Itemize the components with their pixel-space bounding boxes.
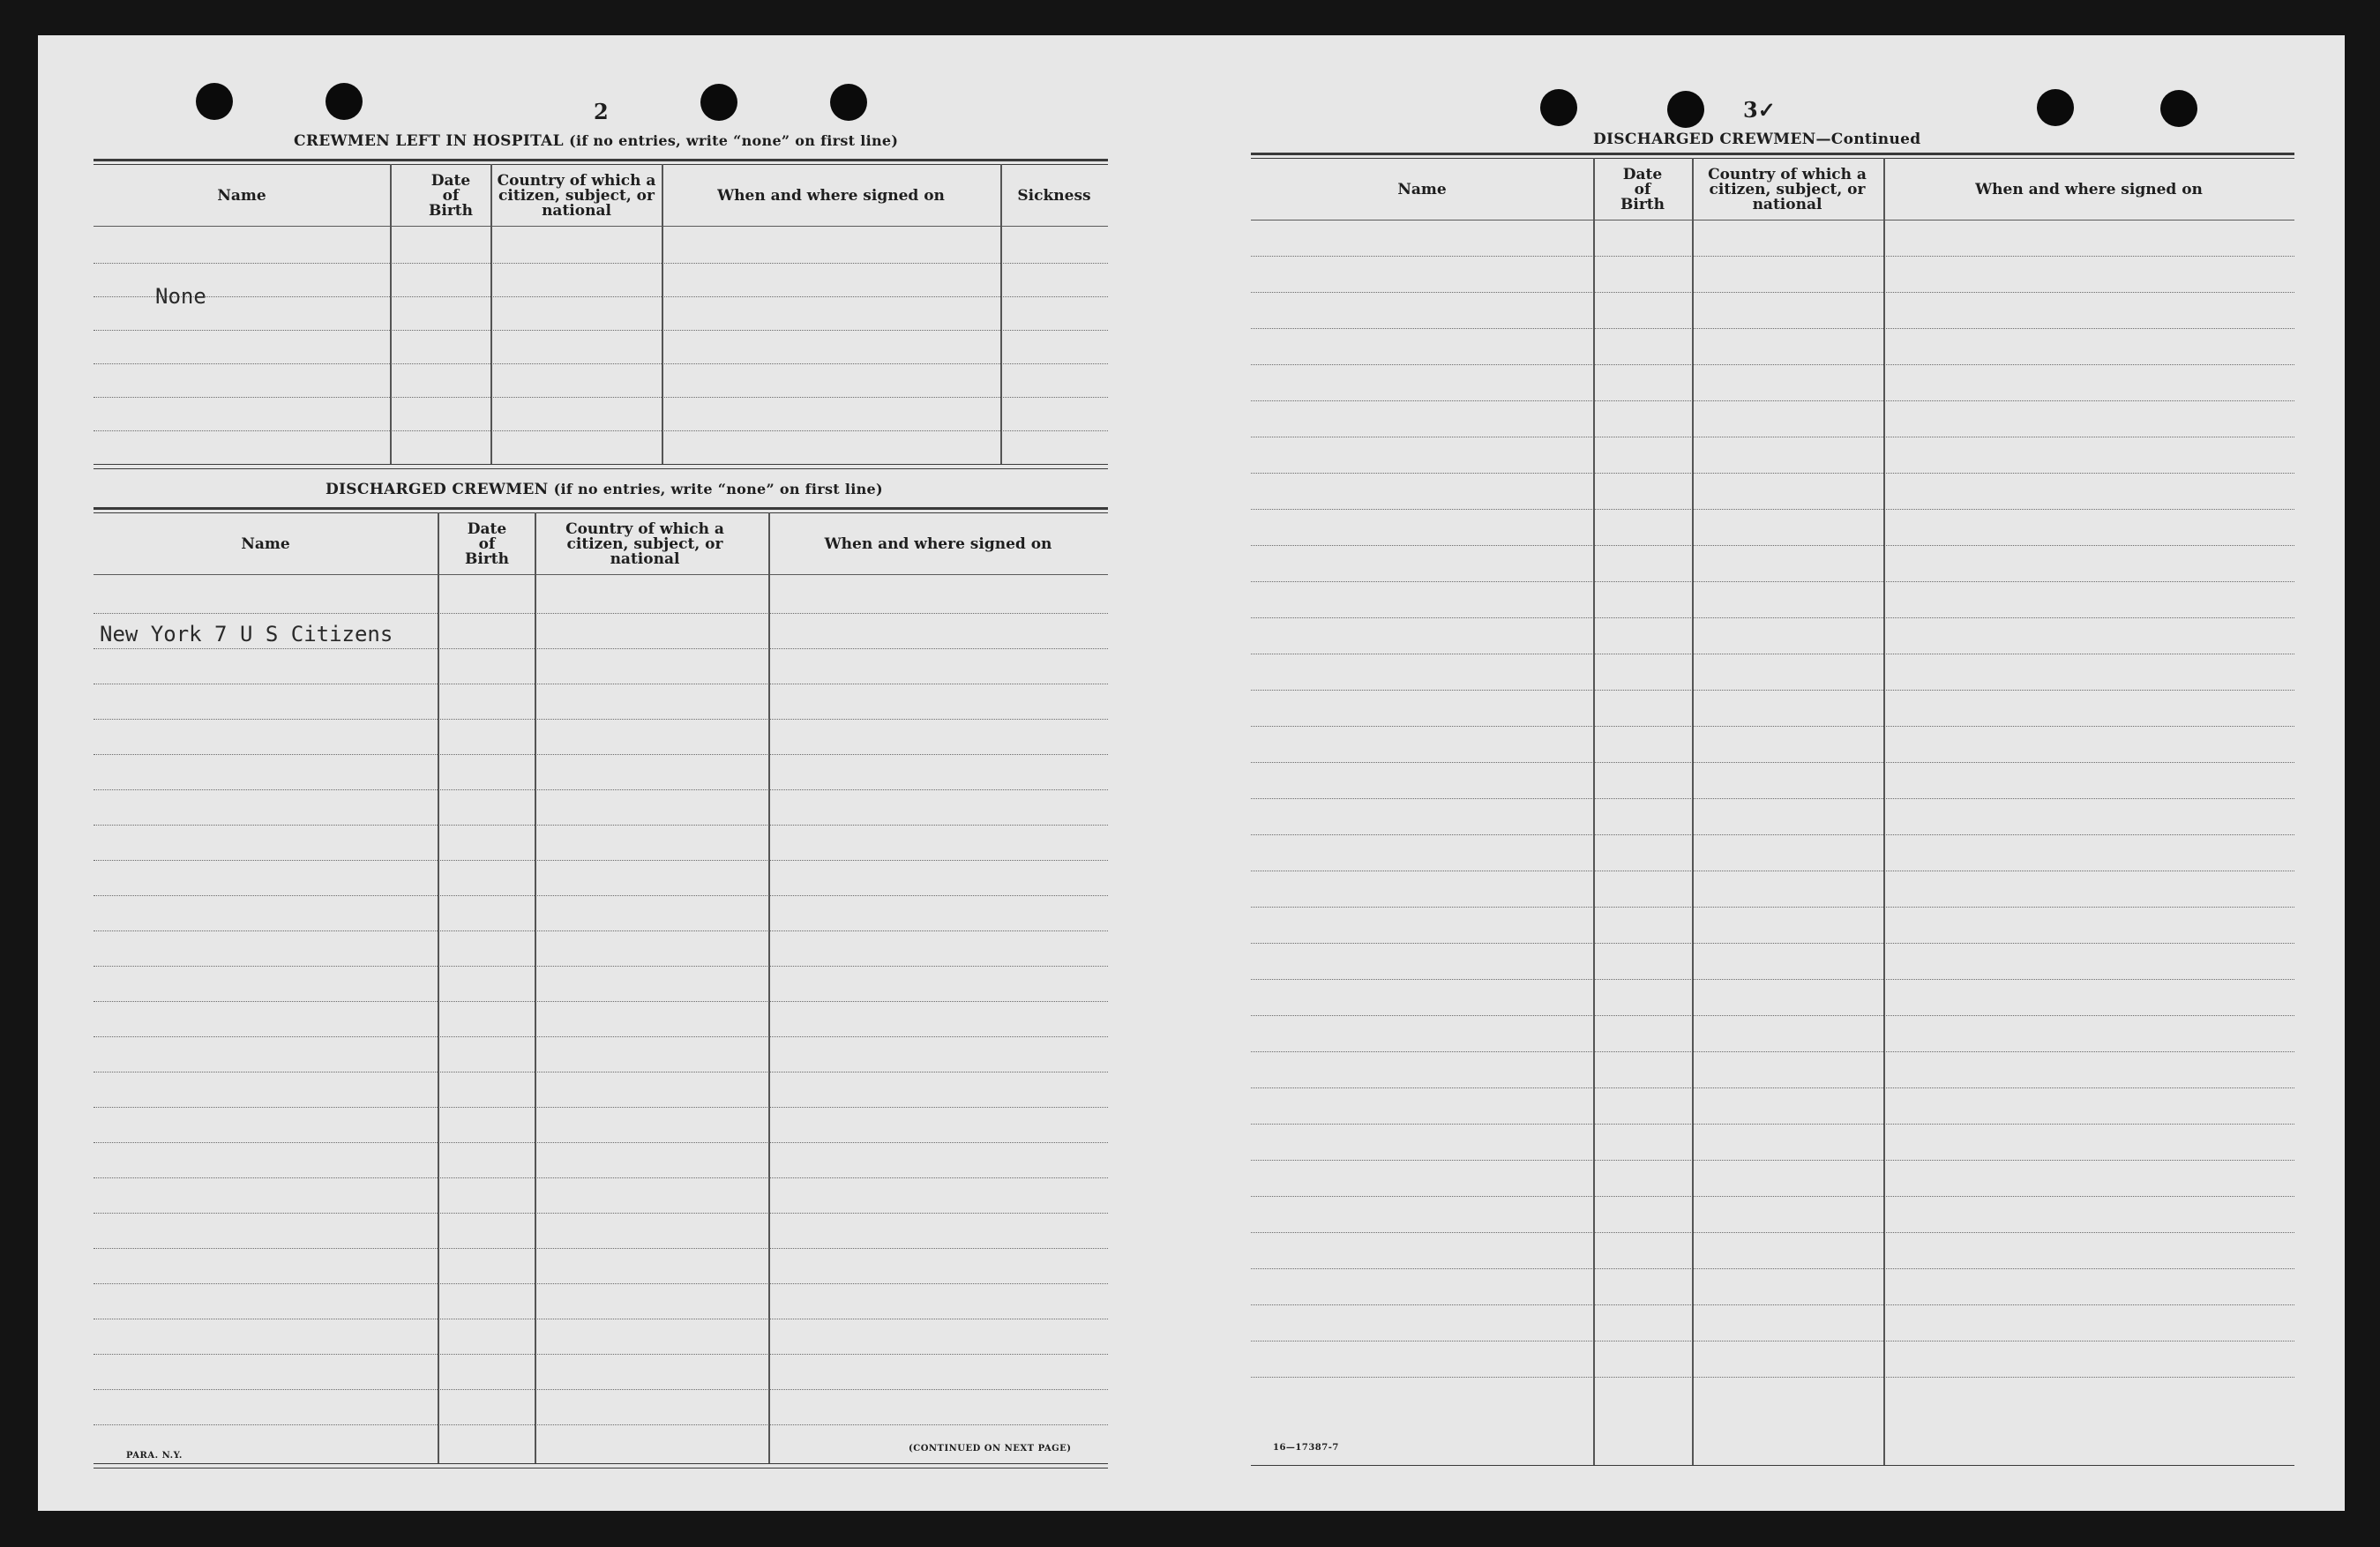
column-header-name: Name: [1397, 180, 1447, 198]
column-header-name: Name: [241, 534, 290, 553]
punch-hole: [196, 83, 233, 120]
punch-hole: [830, 84, 867, 121]
footer-continued-note: (CONTINUED ON NEXT PAGE): [909, 1444, 1072, 1454]
column-header-date-of-birth: Date of Birth: [465, 519, 509, 568]
discharged-continued-title: DISCHARGED CREWMEN—Continued: [1593, 131, 1921, 148]
discharged-entry: New York 7 U S Citizens: [100, 622, 393, 646]
column-header-country: Country of which a citizen, subject, or national: [497, 171, 656, 220]
column-header-sickness: Sickness: [1017, 186, 1091, 205]
column-header-signed-on: When and where signed on: [1975, 180, 2203, 198]
punch-hole: [700, 84, 737, 121]
punch-hole: [1667, 91, 1704, 128]
punch-hole: [1540, 89, 1577, 126]
footer-form-number: 16—17387-7: [1273, 1443, 1339, 1453]
column-header-name: Name: [217, 186, 266, 205]
discharged-table-right: [1251, 153, 2294, 1467]
column-header-signed-on: When and where signed on: [717, 186, 945, 205]
page-number-left: 2: [594, 99, 609, 124]
punch-hole: [2037, 89, 2074, 126]
punch-hole: [326, 83, 363, 120]
punch-hole: [2160, 90, 2197, 127]
column-header-date-of-birth: Date of Birth: [1620, 165, 1665, 213]
discharged-table-left: [94, 507, 1108, 1469]
column-header-country: Country of which a citizen, subject, or national: [1708, 165, 1867, 213]
hospital-entry: None: [155, 284, 206, 309]
hospital-section-title: CREWMEN LEFT IN HOSPITAL (if no entries, write “none” on first line): [294, 132, 899, 150]
document-sheet: [38, 35, 2345, 1511]
discharged-section-title: DISCHARGED CREWMEN (if no entries, write “none” on first line): [326, 481, 883, 498]
page-number-right: 3✓: [1743, 97, 1776, 123]
column-header-signed-on: When and where signed on: [824, 534, 1052, 553]
hospital-table: [94, 159, 1108, 487]
column-header-country: Country of which a citizen, subject, or national: [565, 519, 724, 568]
footer-printer-mark: PARA. N.Y.: [126, 1451, 183, 1461]
column-header-date-of-birth: Date of Birth: [429, 171, 473, 220]
